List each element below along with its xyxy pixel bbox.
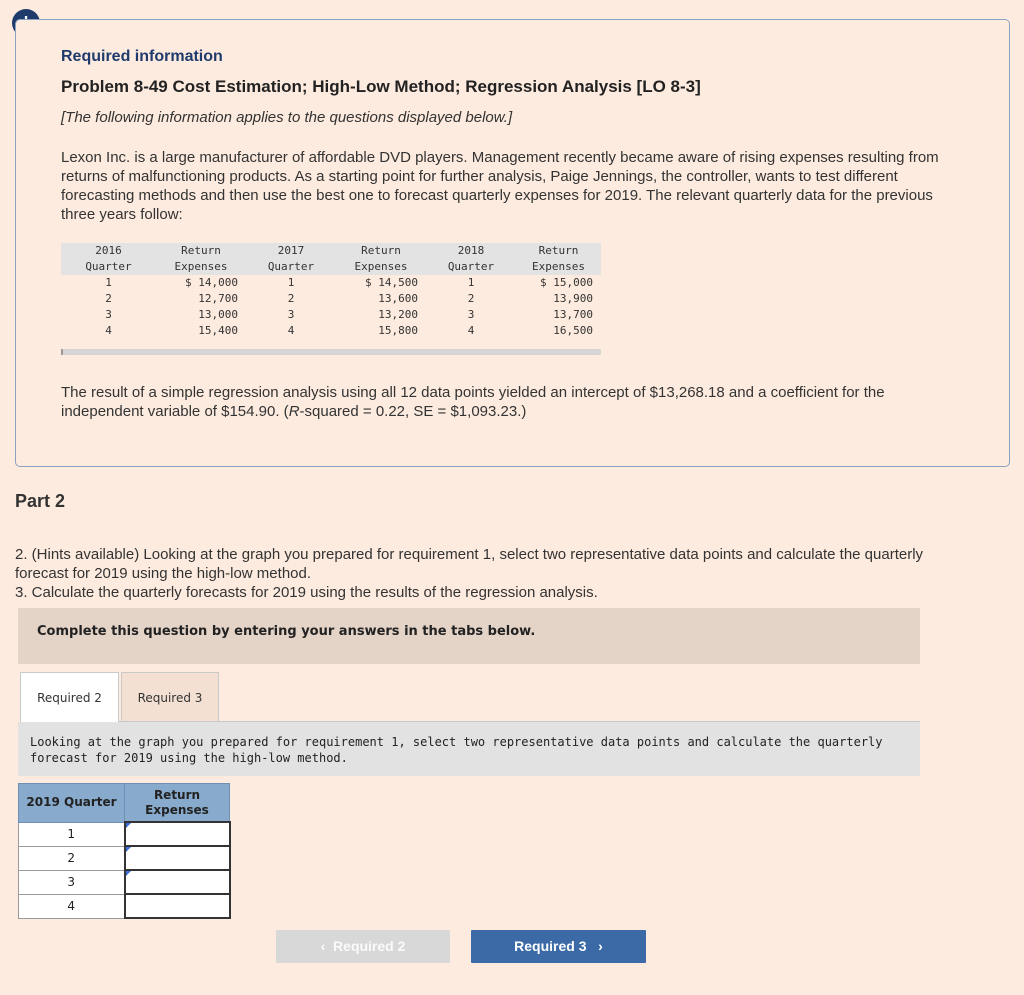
- q2-expense-input[interactable]: [126, 847, 229, 869]
- prev-required-2-button[interactable]: ‹ Required 2: [276, 930, 450, 963]
- expense-input-cell: [125, 870, 230, 894]
- complete-question-banner: Complete this question by entering your answers in the tabs below.: [18, 608, 920, 664]
- expense-input-cell: [125, 894, 230, 918]
- tab-required-3[interactable]: Required 3: [121, 672, 219, 722]
- quarter-label: 4: [19, 894, 125, 918]
- header-return-expenses: Return Expenses: [125, 784, 230, 823]
- table-header-row: [61, 243, 601, 275]
- table-row: 2 12,700 2 13,600 2 13,900: [105, 292, 593, 305]
- table-row: [19, 894, 230, 918]
- table-row: 4 15,400 4 15,800 4 16,500: [105, 324, 593, 337]
- expense-input-cell: [125, 846, 230, 870]
- input-flag-icon: [126, 871, 131, 876]
- applies-note: [The following information applies to the questions displayed below.]: [61, 109, 513, 126]
- table-scrollbar[interactable]: [61, 349, 601, 355]
- header-2017-quarter: 2017 Quarter: [246, 243, 336, 275]
- q4-expense-input[interactable]: [126, 895, 229, 917]
- quarterly-data-table: [61, 243, 601, 339]
- table-row: [19, 822, 230, 846]
- answer-table: [18, 783, 231, 919]
- input-flag-icon: [126, 823, 131, 828]
- required-information-heading: Required information: [61, 48, 223, 65]
- table-row: [19, 870, 230, 894]
- header-2019-quarter: 2019 Quarter: [19, 784, 125, 823]
- expense-input-cell: [125, 822, 230, 846]
- q1-expense-input[interactable]: [126, 823, 229, 845]
- question-text: [15, 545, 975, 602]
- header-2018-expenses: Return Expenses: [516, 243, 601, 275]
- table-row: 1 $ 14,000 1 $ 14,500 1 $ 15,000: [105, 276, 593, 289]
- chevron-right-icon: ›: [598, 938, 603, 954]
- part-label: Part 2: [15, 491, 66, 511]
- tab-instruction: Looking at the graph you prepared for requirement 1, select two representative data points and calculate the quarterly forecast for 2019 using the high-low method.: [18, 722, 920, 776]
- next-required-3-button[interactable]: Required 3 ›: [471, 930, 646, 963]
- quarter-label: 3: [19, 870, 125, 894]
- problem-title: Problem 8-49 Cost Estimation; High-Low Method; Regression Analysis [LO 8-3]: [61, 77, 701, 96]
- header-2017-expenses: Return Expenses: [336, 243, 426, 275]
- chevron-left-icon: ‹: [320, 938, 326, 954]
- intro-paragraph: Lexon Inc. is a large manufacturer of affordable DVD players. Management recently became aware of rising expenses resulting from returns of malfunctioning products. As a starting point for further analysis, Paige Jennings, the controller, wants to test different forecasting methods and then use the best one to forecast quarterly expenses for 2019. The relevant quarterly data for the previous three years follow:: [61, 149, 939, 223]
- table-row: [19, 846, 230, 870]
- q3-expense-input[interactable]: [126, 871, 229, 893]
- question-line-2: 2. (Hints available) Looking at the graph you prepared for requirement 1, select two representative data points and calculate the quarterly forecast for 2019 using the high-low method.: [15, 546, 924, 582]
- header-2016-expenses: Return Expenses: [156, 243, 246, 275]
- header-2018-quarter: 2018 Quarter: [426, 243, 516, 275]
- tab-required-2[interactable]: Required 2: [20, 672, 119, 722]
- answer-header-row: [19, 784, 230, 823]
- input-flag-icon: [126, 847, 131, 852]
- regression-result-text: The result of a simple regression analysis using all 12 data points yielded an intercept of $13,268.18 and a coefficient for the independent variable of $154.90. (R-squared = 0.22, SE = $1,093.23.): [61, 384, 885, 420]
- header-2016-quarter: 2016 Quarter: [61, 243, 156, 275]
- table-row: 3 13,000 3 13,200 3 13,700: [105, 308, 593, 321]
- quarter-label: 1: [19, 822, 125, 846]
- quarter-label: 2: [19, 846, 125, 870]
- question-line-3: 3. Calculate the quarterly forecasts for 2019 using the results of the regression analysis.: [15, 584, 598, 601]
